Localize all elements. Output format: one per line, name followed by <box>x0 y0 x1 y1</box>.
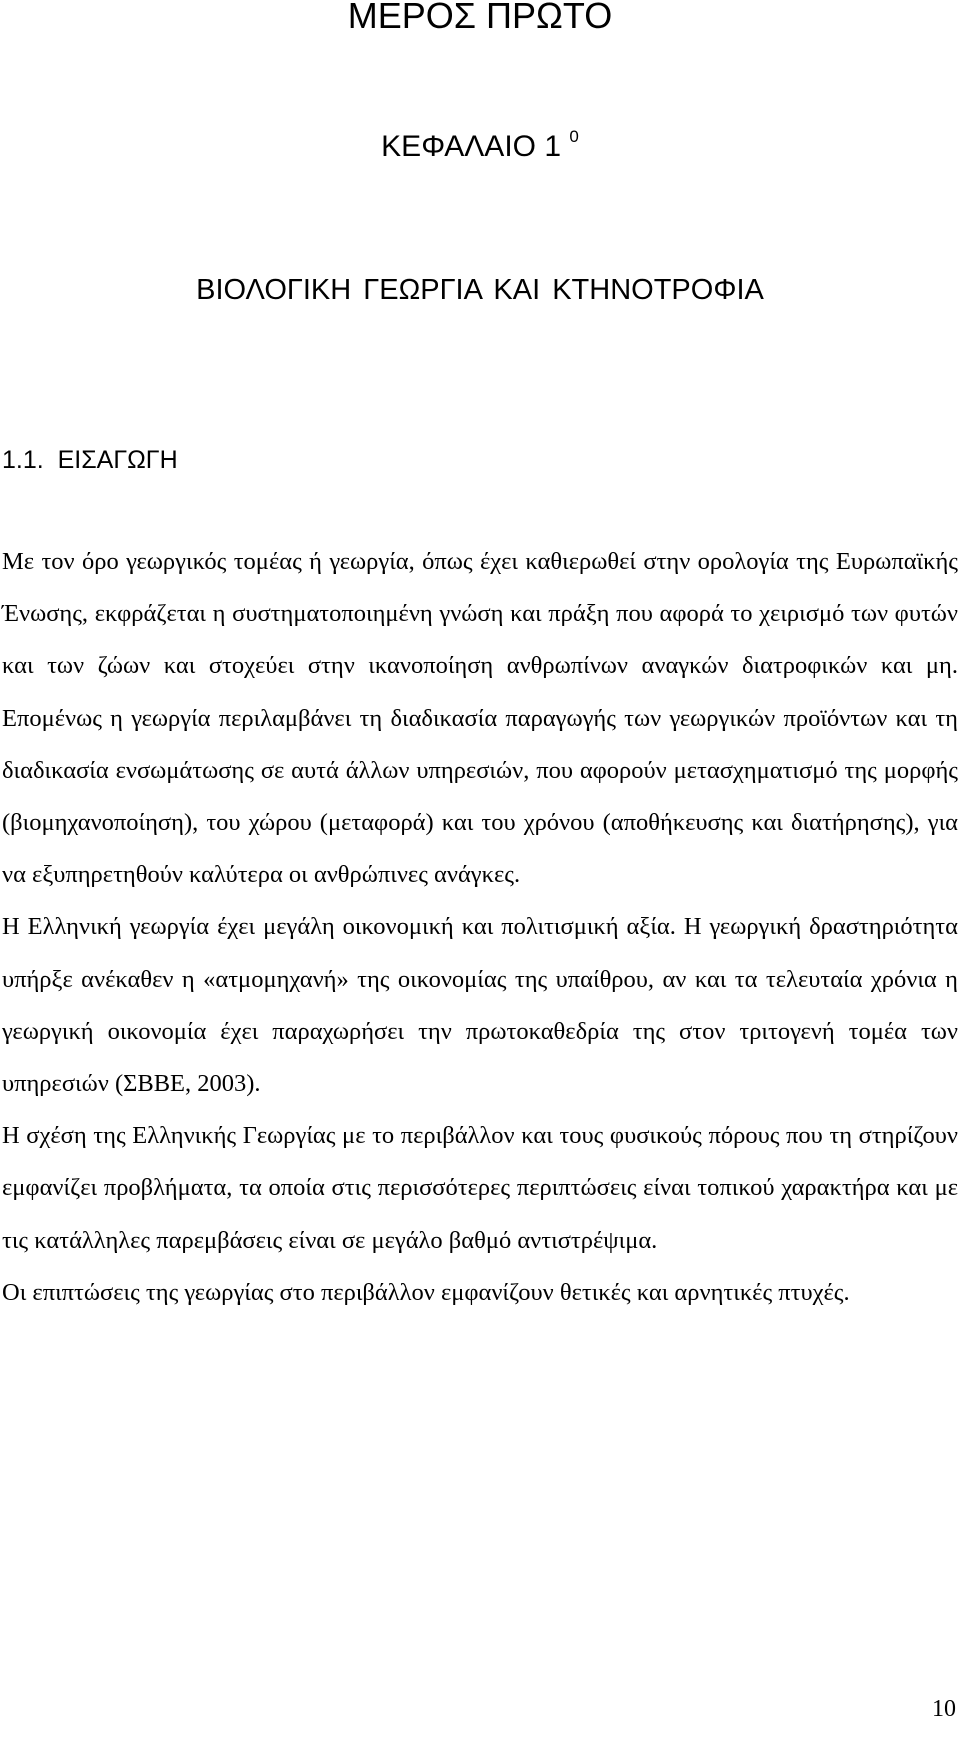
paragraph-greek-agriculture: Η Ελληνική γεωργία έχει μεγάλη οικονομική και πολιτισμική αξία. Η γεωργική δραστηριότητα υπήρξε ανέκαθεν η «ατμομηχανή» της οικονομίας της υπαίθρου, αν και τα τελευταία χρόνια η γεωργική οικονομία έχει παραχωρήσει την πρωτοκαθεδρία της στον τριτογενή τομέα των υπηρεσιών (ΣΒΒΕ, 2003). <box>2 913 958 1098</box>
chapter-label <box>0 128 960 170</box>
section-heading: 1.1. ΕΙΣΑΓΩΓΗ <box>2 446 178 474</box>
paragraph-environment-relation: Η σχέση της Ελληνικής Γεωργίας με το περιβάλλον και τους φυσικούς πόρους που τη στηρίζουν εμφανίζει προβλήματα, τα οποία στις περισσότερες περιπτώσεις είναι τοπικού χαρακτήρα και με τις κατάλληλες παρεμβάσεις είναι σε μεγάλο βαθμό αντιστρέψιμα. <box>2 1122 958 1254</box>
page-number: 10 <box>932 1696 956 1722</box>
part-title: ΜΕΡΟΣ ΠΡΩΤΟ <box>347 0 613 36</box>
paragraph-impacts: Οι επιπτώσεις της γεωργίας στο περιβάλλον εμφανίζουν θετικές και αρνητικές πτυχές. <box>2 1278 850 1306</box>
chapter-title: ΒΙΟΛΟΓΙΚΗ ΓΕΩΡΓΙΑ ΚΑΙ ΚΤΗΝΟΤΡΟΦΙΑ <box>196 274 764 306</box>
body-text <box>2 536 958 1319</box>
paragraph-definition: Με τον όρο γεωργικός τομέας ή γεωργία, όπως έχει καθιερωθεί στην ορολογία της Ευρωπαϊκής Ένωσης, εκφράζεται η συστηματοποιημένη γνώση και πράξη που αφορά το χειρισμό των φυτών και των ζώων και στοχεύει στην ικανοποίηση ανθρωπίνων αναγκών διατροφικών και μη. Επομένως η γεωργία περιλαμβάνει τη διαδικασία παραγωγής των γεωργικών προϊόντων και τη διαδικασία ενσωμάτωσης σε αυτά άλλων υπηρεσιών, που αφορούν μετασχηματισμό της μορφής (βιομηχανοποίηση), του χώρου (μεταφορά) και του χρόνου (αποθήκευσης και διατήρησης), για να εξυπηρετηθούν καλύτερα οι ανθρώπινες ανάγκες. <box>2 548 958 889</box>
chapter-label-text: ΚΕΦΑΛΑΙΟ 1 <box>381 130 562 163</box>
chapter-superscript: 0 <box>569 127 579 146</box>
